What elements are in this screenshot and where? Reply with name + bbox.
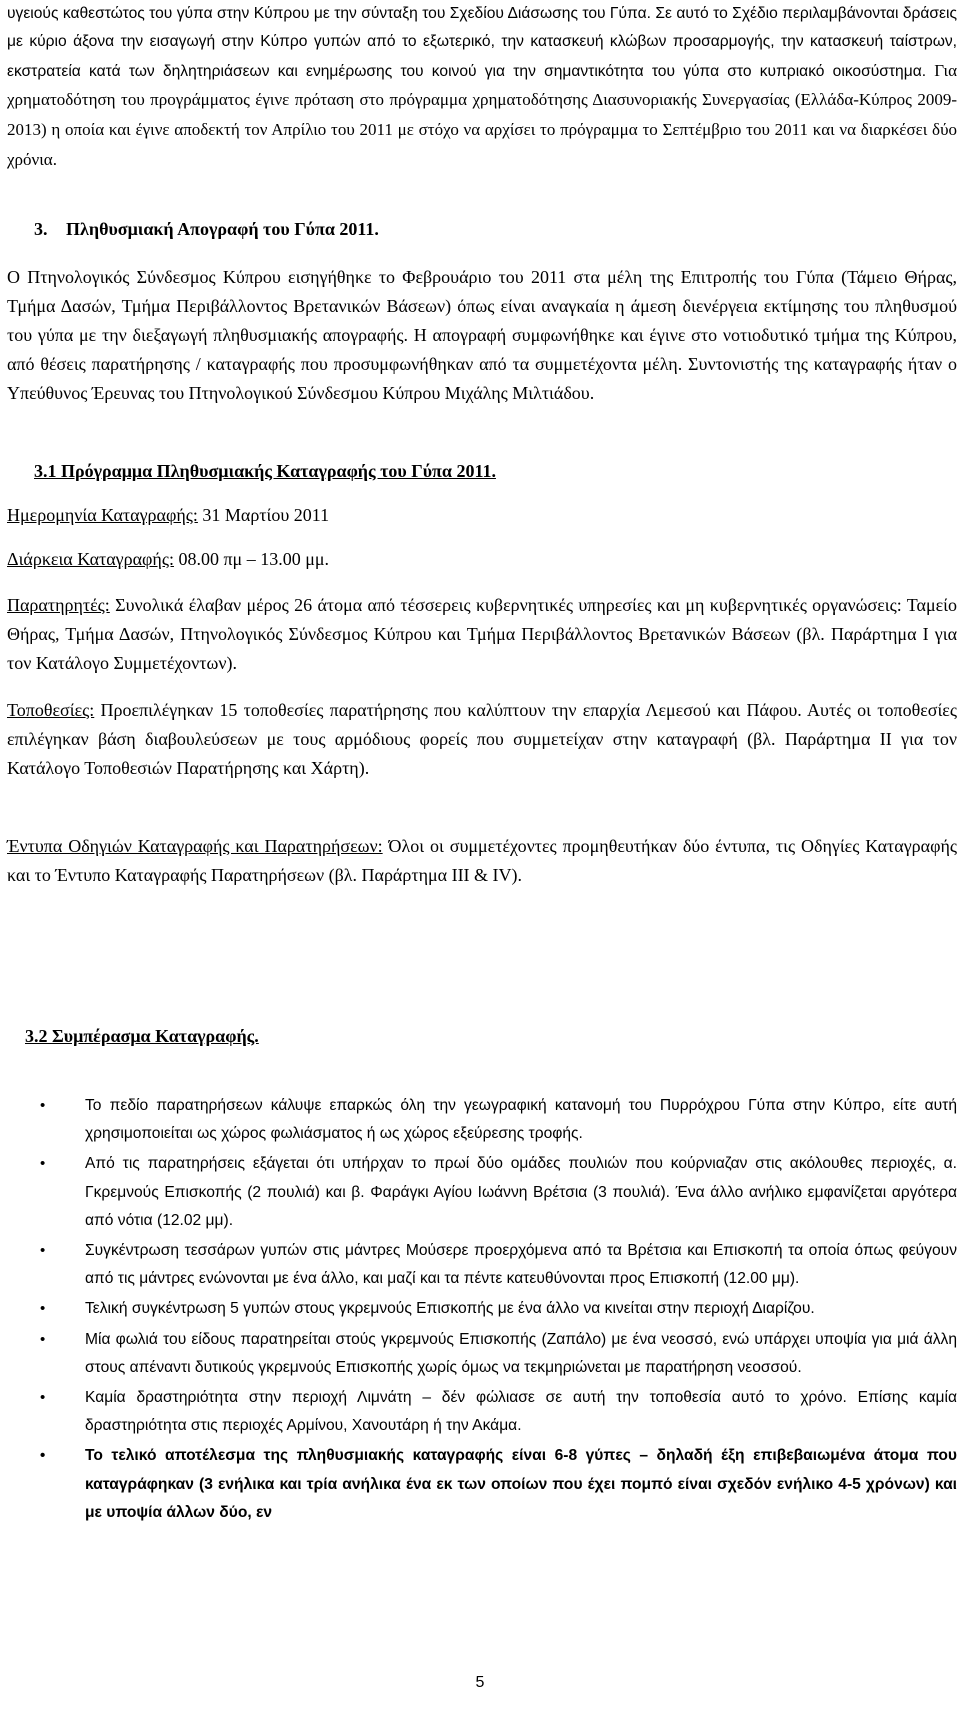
list-item-text: Τελική συγκέντρωση 5 γυπών στους γκρεμνούς Επισκοπής με ένα άλλο να κινείται στην περιοχή Διαρίζου. (85, 1300, 815, 1318)
locations-label: Τοποθεσίες: (7, 700, 95, 720)
list-item-text: Το πεδίο παρατηρήσεων κάλυψε επαρκώς όλη την γεωγραφική κατανομή του Πυρρόχρου Γύπα στην Κύπρο, είτε αυτή χρησιμοποιείται ως χώρος φωλιάσματος ή ως χώρος εξεύρεσης τροφής. (85, 1097, 957, 1143)
section-3-1-heading (34, 461, 496, 482)
list-item-text: Καμία δραστηριότητα στην περιοχή Λιμνάτη – δέν φώλιασε σε αυτή την τοποθεσία αυτό το χρόνο. Επίσης καμία δραστηριότητα στις περιοχές Αρμίνου, Χανουτάρη ή την Ακάμα. (85, 1389, 957, 1435)
intro-paragraph (7, 0, 957, 175)
forms-text: Όλοι οι συμμετέχοντες προμηθευτήκαν δύο έντυπα, τις Οδηγίες Καταγραφής και το Έντυπο Καταγραφής Παρατηρήσεων (βλ. Παράρτημα ΙΙΙ & ΙV). (7, 836, 957, 885)
section-3-number: 3. (34, 219, 48, 239)
list-item-text: Μία φωλιά του είδους παρατηρείται στούς γκρεμνούς Επισκοπής (Ζαπάλο) με ένα νεοσσό, ενώ υπάρχει υποψία για μιά άλλη στους απέναντι δυτικούς γκρεμνούς Επισκοπής χωρίς όμως να τεκμηριώνεται με παρατήρηση νεοσσού. (85, 1330, 957, 1376)
observers-paragraph (7, 591, 957, 678)
section-3-2-title: 3.2 Συμπέρασμα Καταγραφής. (25, 1026, 259, 1046)
forms-label: Έντυπα Οδηγιών Καταγραφής και Παρατηρήσεων: (7, 836, 383, 856)
survey-duration (7, 545, 957, 574)
survey-date (7, 501, 957, 530)
conclusions-list (0, 1092, 957, 1529)
list-item (0, 1092, 957, 1148)
intro-text-2: Για χρηματοδότηση του προγράμματος έγινε πρόταση στο πρόγραμμα χρηματοδότησης Διασυνοριακής Συνεργασίας (Ελλάδα-Κύπρος 2009-2013) η οποία και έγινε αποδεκτή τον Απρίλιο του 2011 με στόχο να αρχίσει το πρόγραμμα το Σεπτέμβριο του 2011 και να διαρκέσει δύο χρόνια. (7, 60, 957, 169)
list-item (0, 1295, 957, 1323)
list-item (0, 1326, 957, 1382)
list-item (0, 1237, 957, 1293)
forms-paragraph (7, 832, 957, 890)
list-item (0, 1150, 957, 1235)
section-3-1-title: 3.1 Πρόγραμμα Πληθυσμιακής Καταγραφής του Γύπα 2011. (34, 461, 496, 481)
section-3-title: Πληθυσμιακή Απογραφή του Γύπα 2011. (66, 219, 379, 239)
section-3-2-heading (25, 1026, 259, 1047)
survey-duration-label: Διάρκεια Καταγραφής: (7, 549, 174, 569)
survey-date-value: 31 Μαρτίου 2011 (197, 505, 330, 525)
bullet-icon: • (40, 1242, 46, 1260)
section-3-heading (34, 219, 379, 240)
survey-date-label: Ημερομηνία Καταγραφής: (7, 505, 198, 525)
survey-duration-value: 08.00 πμ – 13.00 μμ. (173, 549, 330, 569)
observers-label: Παρατηρητές: (7, 595, 110, 615)
list-item-text: Το τελικό αποτέλεσμα της πληθυσμιακής καταγραφής είναι 6-8 γύπες – δηλαδή έξη επιβεβαιωμένα άτομα που καταγράφηκαν (3 ενήλικα και τρία ανήλικα ένα εκ των οποίων που έχει πομπό είναι σχεδόν ενήλικο 4-5 χρόνων) και με υποψία άλλων δύο, εν (85, 1447, 957, 1521)
page-number: 5 (475, 1674, 485, 1691)
list-item-text: Από τις παρατηρήσεις εξάγεται ότι υπήρχαν το πρωί δύο ομάδες πουλιών που κούρνιαζαν στις ακόλουθες περιοχές, α. Γκρεμνούς Επισκοπής (2 πουλιά) και β. Φαράγκι Αγίου Ιωάννη Βρέτσια (3 πουλιά). Ένα άλλο ανήλικο εμφανίζεται αργότερα από νότια (12.02 μμ). (85, 1155, 957, 1229)
locations-text: Προεπιλέγηκαν 15 τοποθεσίες παρατήρησης που καλύπτουν την επαρχία Λεμεσού και Πάφου. Αυτές οι τοποθεσίες επιλέγηκαν βάση διαβουλεύσεων με τους αρμόδιους φορείς που συμμετείχαν στην καταγραφή (βλ. Παράρτημα ΙΙ για τον Κατάλογο Τοποθεσιών Παρατήρησης και Χάρτη). (7, 700, 957, 778)
bullet-icon: • (40, 1389, 46, 1407)
observers-text: Συνολικά έλαβαν μέρος 26 άτομα από τέσσερεις κυβερνητικές υπηρεσίες και μη κυβερνητικές οργανώσεις: Ταμείο Θήρας, Τμήμα Δασών, Πτηνολογικός Σύνδεσμος Κύπρου και Τμήμα Περιβάλλοντος Βρετανικών Βάσεων (βλ. Παράρτημα Ι για τον Κατάλογο Συμμετέχοντων). (7, 595, 957, 673)
bullet-icon: • (40, 1097, 46, 1114)
intro-text-1: υγειούς καθεστώτος του γύπα στην Κύπρου με την σύνταξη του Σχεδίου Διάσωσης του Γύπα. Σε αυτό το Σχέδιο περιλαμβάνονται δράσεις με κύριο άξονα την εισαγωγή στην Κύπρο γυπών από το εξωτερικό, την κατασκευή κλώβων προσαρμογής, την κατασκευή ταίστρων, εκστρατεία κατά των δηλητηριάσεων και ενημέρωσης του κοινού για την σημαντικότητα του γύπα στο κυπριακό οικοσύστημα. (7, 5, 957, 80)
bullet-icon: • (40, 1300, 46, 1318)
list-item-final-result (0, 1442, 957, 1527)
list-item-text: Συγκέντρωση τεσσάρων γυπών στις μάντρες Μούσερε προερχόμενα από τα Βρέτσια και Επισκοπή τα οποία όπως φεύγουν από τις μάντρες ενώνονται με ένα άλλο, και μαζί και τα πέντε κατευθύνονται προς Επισκοπή (12.00 μμ). (85, 1242, 957, 1288)
bullet-icon: • (40, 1447, 46, 1465)
bullet-icon: • (40, 1330, 46, 1348)
list-item (0, 1384, 957, 1440)
section-3-paragraph: Ο Πτηνολογικός Σύνδεσμος Κύπρου εισηγήθηκε το Φεβρουάριο του 2011 στα μέλη της Επιτροπής του Γύπα (Τάμειο Θήρας, Τμήμα Δασών, Τμήμα Περιβάλλοντος Βρετανικών Βάσεων) όπως είναι αναγκαία η άμεση διενέργεια εκτίμησης του πληθυσμού του γύπα με την διεξαγωγή πληθυσμιακής απογραφής. Η απογραφή συμφωνήθηκε και έγινε στο νοτιοδυτικό τμήμα της Κύπρου, από θέσεις παρατήρησης / καταγραφής που προσυμφωνήθηκαν από τα συμμετέχοντα μέλη. Συντονιστής της καταγραφής ήταν ο Υπεύθυνος Έρευνας του Πτηνολογικού Σύνδεσμου Κύπρου Μιχάλης Μιλτιάδου. (7, 267, 957, 403)
bullet-icon: • (40, 1155, 46, 1173)
locations-paragraph (7, 696, 957, 783)
